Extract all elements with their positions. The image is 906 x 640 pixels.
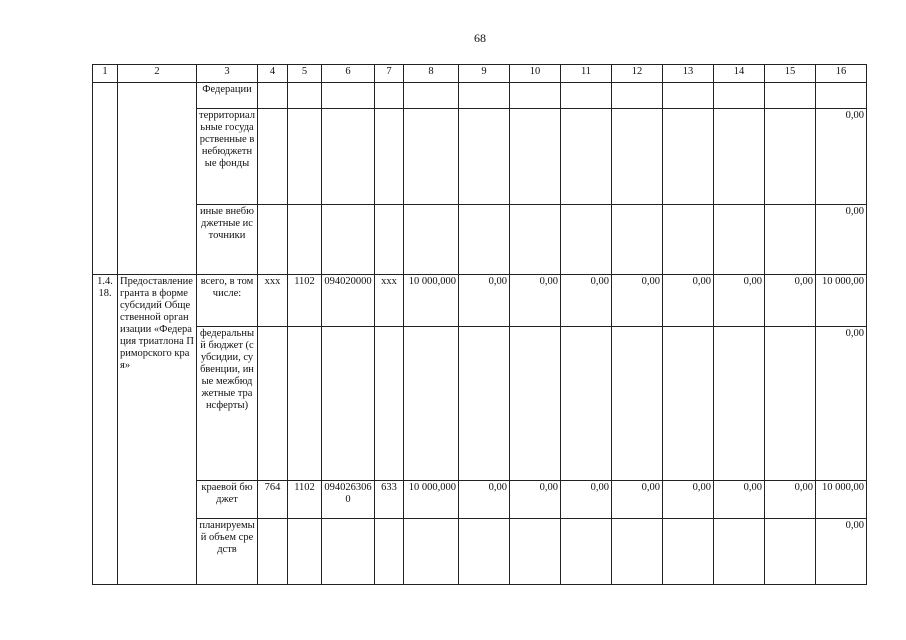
cell-source: федеральный бюджет (субсидии, субвенции, иные межбюджетные трансферты): [197, 327, 258, 481]
table-cell: [510, 109, 561, 205]
table-cell: [288, 205, 322, 275]
table-cell: [258, 519, 288, 585]
budget-table: [92, 64, 867, 585]
cell-source: территориальные государственные внебюджетные фонды: [197, 109, 258, 205]
table-cell: [714, 83, 765, 109]
table-cell: [258, 205, 288, 275]
cell-rzpr: 1102: [288, 481, 322, 519]
table-cell: [765, 109, 816, 205]
table-cell: [322, 83, 375, 109]
table-cell: [510, 519, 561, 585]
table-cell: [288, 519, 322, 585]
cell-value: 0,00: [663, 275, 714, 327]
table-row: [93, 109, 867, 205]
cell-number: [93, 83, 118, 275]
cell-source: всего, в том числе:: [197, 275, 258, 327]
cell-value: 10 000,000: [404, 275, 459, 327]
table-cell: [612, 109, 663, 205]
cell-value: 0,00: [612, 275, 663, 327]
table-cell: [288, 83, 322, 109]
header-cell: 4: [258, 65, 288, 83]
cell-grbs: xxx: [258, 275, 288, 327]
table-cell: [322, 109, 375, 205]
cell-number: 1.4.18.: [93, 275, 118, 585]
cell-value: 0,00: [714, 481, 765, 519]
table-cell: [612, 83, 663, 109]
page-number: 68: [474, 31, 486, 45]
cell-value: 0,00: [561, 275, 612, 327]
cell-source: Федерации: [197, 83, 258, 109]
cell-value: 0,00: [612, 481, 663, 519]
cell-value: 0,00: [561, 481, 612, 519]
table-cell: [375, 83, 404, 109]
table-row: [93, 327, 867, 481]
cell-value: 0,00: [459, 275, 510, 327]
table-cell: [459, 205, 510, 275]
cell-name: Предоставление гранта в форме субсидий Общественной организации «Федерация триатлона Приморского края»: [118, 275, 197, 585]
table-cell: [322, 327, 375, 481]
header-cell: 11: [561, 65, 612, 83]
cell-total: 0,00: [816, 109, 867, 205]
cell-source: планируемый объем средств: [197, 519, 258, 585]
table-cell: [663, 205, 714, 275]
table-cell: [459, 519, 510, 585]
table-cell: [459, 83, 510, 109]
table-cell: [404, 109, 459, 205]
table-cell: [459, 327, 510, 481]
table-cell: [663, 83, 714, 109]
cell-total: 0,00: [816, 327, 867, 481]
table-cell: [404, 327, 459, 481]
cell-name: [118, 83, 197, 275]
table-cell: [288, 327, 322, 481]
header-cell: 16: [816, 65, 867, 83]
cell-value: 0,00: [714, 275, 765, 327]
cell-grbs: 764: [258, 481, 288, 519]
table-cell: [612, 519, 663, 585]
table-cell: [510, 327, 561, 481]
table-cell: [561, 519, 612, 585]
cell-source: краевой бюджет: [197, 481, 258, 519]
table-cell: [714, 519, 765, 585]
header-cell: 2: [118, 65, 197, 83]
header-cell: 6: [322, 65, 375, 83]
cell-vr: 633: [375, 481, 404, 519]
table-row: [93, 275, 867, 327]
header-cell: 8: [404, 65, 459, 83]
table-cell: [404, 205, 459, 275]
table-cell: [322, 519, 375, 585]
table-cell: [510, 83, 561, 109]
table-cell: [459, 109, 510, 205]
table-cell: [765, 327, 816, 481]
cell-total: 10 000,00: [816, 275, 867, 327]
table-cell: [510, 205, 561, 275]
table-cell: [561, 327, 612, 481]
cell-csr: 0940263060: [322, 481, 375, 519]
table-cell: [375, 205, 404, 275]
table-cell: [375, 327, 404, 481]
table-cell: [714, 109, 765, 205]
table-row: [93, 205, 867, 275]
header-cell: 9: [459, 65, 510, 83]
table-cell: [663, 327, 714, 481]
header-cell: 14: [714, 65, 765, 83]
table-cell: [765, 205, 816, 275]
table-cell: [612, 205, 663, 275]
table-cell: [765, 519, 816, 585]
table-cell: [288, 109, 322, 205]
table-cell: [663, 519, 714, 585]
table-cell: [612, 327, 663, 481]
cell-value: 0,00: [663, 481, 714, 519]
cell-total: 0,00: [816, 205, 867, 275]
header-cell: 5: [288, 65, 322, 83]
table-cell: [404, 519, 459, 585]
header-cell: 7: [375, 65, 404, 83]
cell-total: 0,00: [816, 519, 867, 585]
table-cell: [258, 327, 288, 481]
cell-source: иные внебюджетные источники: [197, 205, 258, 275]
cell-value: 0,00: [510, 275, 561, 327]
header-cell: 3: [197, 65, 258, 83]
cell-value: 0,00: [765, 481, 816, 519]
table-cell: [714, 327, 765, 481]
cell-value: 0,00: [459, 481, 510, 519]
header-cell: 1: [93, 65, 118, 83]
table-cell: [404, 83, 459, 109]
table-cell: [375, 519, 404, 585]
table-cell: [258, 109, 288, 205]
header-cell: 13: [663, 65, 714, 83]
table-cell: [322, 205, 375, 275]
header-cell: 15: [765, 65, 816, 83]
cell-total: 10 000,00: [816, 481, 867, 519]
cell-value: 0,00: [765, 275, 816, 327]
table-cell: [258, 83, 288, 109]
table-row: [93, 519, 867, 585]
cell-value: 10 000,000: [404, 481, 459, 519]
table-cell: [714, 205, 765, 275]
cell-value: 0,00: [510, 481, 561, 519]
table-row: [93, 83, 867, 109]
cell-rzpr: 1102: [288, 275, 322, 327]
table-cell: [765, 83, 816, 109]
table-cell: [561, 83, 612, 109]
cell-vr: xxx: [375, 275, 404, 327]
header-row: [93, 65, 867, 83]
cell-total: [816, 83, 867, 109]
cell-csr: 094020000: [322, 275, 375, 327]
table-cell: [561, 109, 612, 205]
table-cell: [561, 205, 612, 275]
header-cell: 10: [510, 65, 561, 83]
header-cell: 12: [612, 65, 663, 83]
table-cell: [375, 109, 404, 205]
table-row: [93, 481, 867, 519]
table-cell: [663, 109, 714, 205]
